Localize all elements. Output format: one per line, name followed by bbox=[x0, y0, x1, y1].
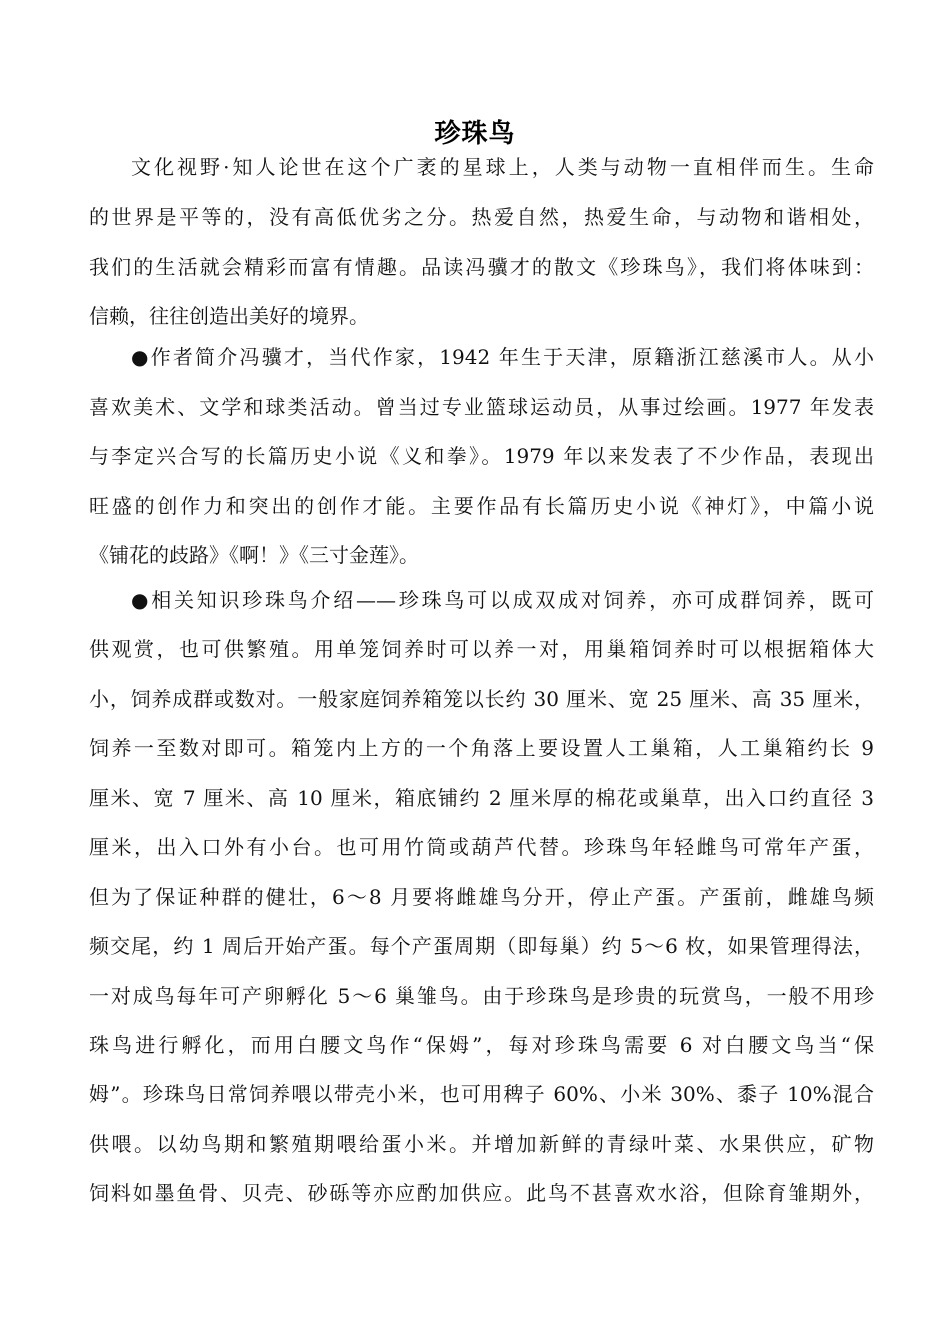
paragraph-line: 厘米，出入口外有小台。也可用竹筒或葫芦代替。珍珠鸟年轻雌鸟可常年产蛋， bbox=[89, 835, 874, 859]
paragraph-line: 文化视野·知人论世在这个广袤的星球上，人类与动物一直相伴而生。生命 bbox=[131, 155, 874, 179]
paragraph-line: 旺盛的创作力和突出的创作才能。主要作品有长篇历史小说《神灯》，中篇小说 bbox=[89, 494, 874, 518]
paragraph-line: 一对成鸟每年可产卵孵化 5～6 巢雏鸟。由于珍珠鸟是珍贵的玩赏鸟，一般不用珍 bbox=[89, 984, 874, 1008]
paragraph-line: 小，饲养成群或数对。一般家庭饲养箱笼以长约 30 厘米、宽 25 厘米、高 35 厘米， bbox=[89, 687, 874, 711]
paragraph-line: 珠鸟进行孵化，而用白腰文鸟作“保姆”，每对珍珠鸟需要 6 对白腰文鸟当“保 bbox=[89, 1033, 874, 1057]
paragraph-line: 信赖，往往创造出美好的境界。 bbox=[89, 304, 369, 328]
paragraph-line: 姆”。珍珠鸟日常饲养喂以带壳小米，也可用稗子 60%、小米 30%、黍子 10%混合 bbox=[89, 1082, 874, 1106]
paragraph-line: 《铺花的歧路》《啊！》《三寸金莲》。 bbox=[89, 543, 419, 567]
paragraph-line: ●作者简介冯骥才，当代作家，1942 年生于天津，原籍浙江慈溪市人。从小 bbox=[131, 345, 874, 369]
paragraph-line: 喜欢美术、文学和球类活动。曾当过专业篮球运动员，从事过绘画。1977 年发表 bbox=[89, 395, 874, 419]
paragraph-line: 的世界是平等的，没有高低优劣之分。热爱自然，热爱生命，与动物和谐相处， bbox=[89, 205, 874, 229]
paragraph-line: 饲养一至数对即可。箱笼内上方的一个角落上要设置人工巢箱，人工巢箱约长 9 bbox=[89, 736, 874, 760]
paragraph-line: 我们的生活就会精彩而富有情趣。品读冯骥才的散文《珍珠鸟》，我们将体味到： bbox=[89, 255, 874, 279]
paragraph-line: 厘米、宽 7 厘米、高 10 厘米，箱底铺约 2 厘米厚的棉花或巢草，出入口约直径 3 bbox=[89, 786, 874, 810]
paragraph-line: 供观赏，也可供繁殖。用单笼饲养时可以养一对，用巢箱饲养时可以根据箱体大 bbox=[89, 637, 874, 661]
paragraph-line: 饲料如墨鱼骨、贝壳、砂砾等亦应酌加供应。此鸟不甚喜欢水浴，但除育雏期外， bbox=[89, 1181, 874, 1205]
paragraph-line: 频交尾，约 1 周后开始产蛋。每个产蛋周期（即每巢）约 5～6 枚，如果管理得法， bbox=[89, 934, 874, 958]
paragraph-line: 供喂。以幼鸟期和繁殖期喂给蛋小米。并增加新鲜的青绿叶菜、水果供应，矿物 bbox=[89, 1132, 874, 1156]
paragraph-line: ●相关知识珍珠鸟介绍——珍珠鸟可以成双成对饲养，亦可成群饲养，既可 bbox=[131, 588, 874, 612]
paragraph-line: 但为了保证种群的健壮，6～8 月要将雌雄鸟分开，停止产蛋。产蛋前，雌雄鸟频 bbox=[89, 885, 874, 909]
document-title: 珍珠鸟 bbox=[434, 119, 516, 149]
paragraph-line: 与李定兴合写的长篇历史小说《义和拳》。1979 年以来发表了不少作品，表现出 bbox=[89, 444, 874, 468]
